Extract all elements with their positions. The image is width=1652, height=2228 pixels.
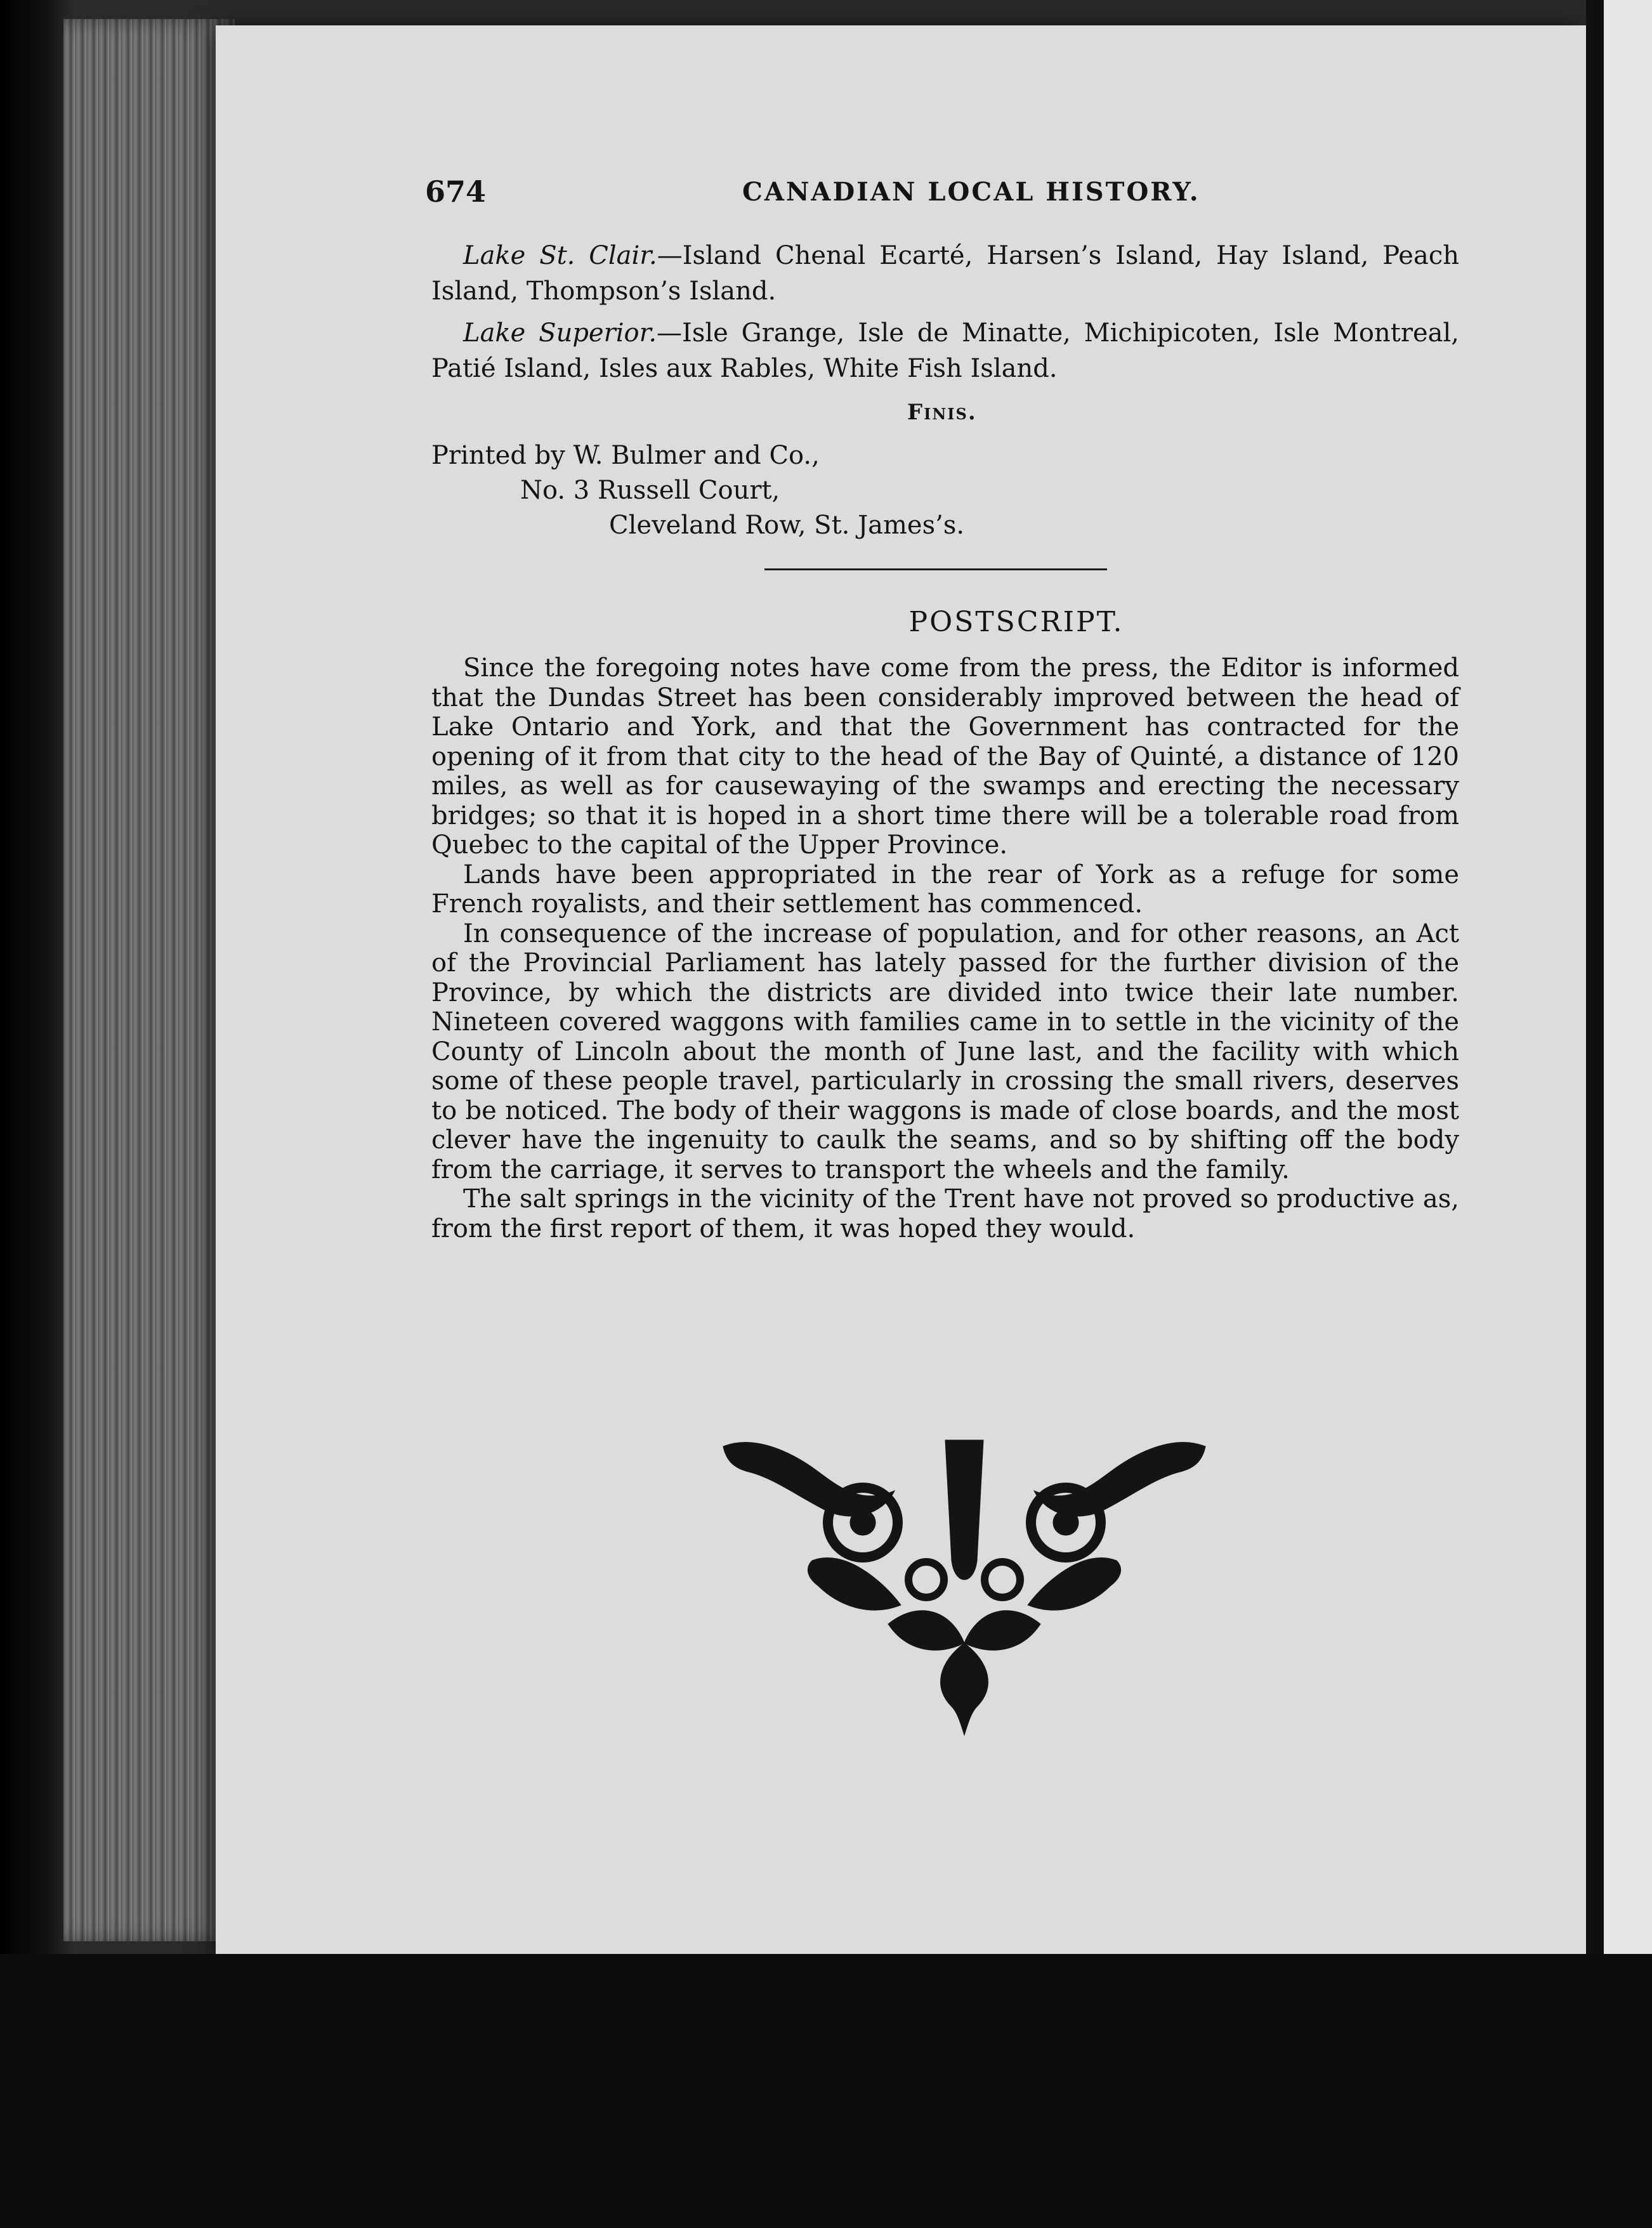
printer-line-1: Printed by W. Bulmer and Co., [431, 441, 820, 470]
island-entry-text: —Island Chenal Ecarté, Harsen’s Island, Hay Island, Peach Island, Thompson’s Island. [431, 241, 1459, 306]
printer-line-3: Cleveland Row, St. James’s. [609, 511, 965, 540]
page-number: 674 [425, 174, 487, 209]
printer-line-2: No. 3 Russell Court, [520, 476, 780, 505]
scan-bottom-area [0, 1954, 1652, 2228]
floral-tailpiece-icon [717, 1434, 1212, 1738]
postscript-heading [0, 606, 1652, 638]
book-page-edges [63, 19, 235, 1941]
postscript-body [431, 653, 1459, 1243]
section-divider [764, 568, 1107, 570]
page-header [425, 174, 1465, 219]
postscript-paragraph: Since the foregoing notes have come from the press, the Editor is informed that the Dundas Street has been considerably improved between the head of Lake Ontario and York, and that the Government has contracted for the opening of it from that city to the head of the Bay of Quinté, a distance of 120 miles, as well as for causewaying of the swamps and erecting the necessary bridges; so that it is hoped in a short time there will be a tolerable road from Quebec to the capital of the Upper Province. [431, 653, 1459, 860]
running-title: CANADIAN LOCAL HISTORY. [742, 177, 1200, 207]
finis-label: Finis. [907, 400, 977, 425]
postscript-paragraph: Lands have been appropriated in the rear of York as a refuge for some French royalists, and their settlement has commenced. [431, 860, 1459, 919]
island-entry-lake-superior [431, 315, 1459, 386]
island-entry-lake-st-clair [431, 238, 1459, 309]
island-entry-label: Lake Superior. [463, 318, 657, 348]
postscript-paragraph: In consequence of the increase of population, and for other reasons, an Act of the Provincial Parliament has lately passed for the further division of the Province, by which the districts are divided into twice their late number. Nineteen covered waggons with families came in to settle in the vicinity of the County of Lincoln about the month of June last, and the facility with which some of these people travel, particularly in crossing the small rivers, deserves to be noticed. The body of their waggons is made of close boards, and the most clever have the ingenuity to caulk the seams, and so by shifting off the body from the carriage, it serves to transport the wheels and the family. [431, 919, 1459, 1184]
postscript-heading-text: POSTSCRIPT. [908, 606, 1124, 638]
postscript-paragraph: The salt springs in the vicinity of the Trent have not proved so productive as, from the first report of them, it was hoped they would. [431, 1184, 1459, 1243]
island-entry-text: —Isle Grange, Isle de Minatte, Michipicoten, Isle Montreal, Patié Island, Isles aux Rables, White Fish Island. [431, 318, 1459, 383]
facing-page-sliver [1604, 0, 1652, 2228]
island-entry-label: Lake St. Clair. [463, 241, 657, 270]
